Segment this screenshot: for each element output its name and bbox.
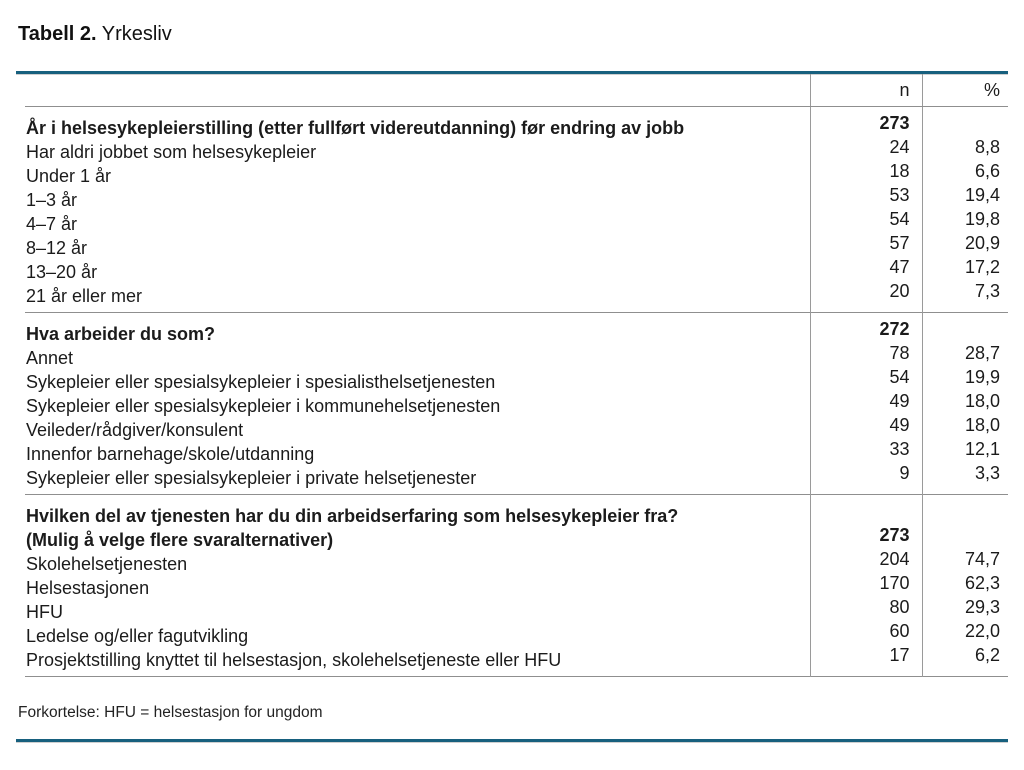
table-row [25,466,1008,495]
row-n: 57 [810,236,922,260]
section-header-label: År i helsesykepleierstilling (etter fullført videreutdanning) før endring av jobb [26,117,685,138]
section-header-line1: Hvilken del av tjenesten har du din arbeidserfaring som helsesykepleier fra? [26,505,679,526]
row-pct: 18,0 [922,418,1008,442]
column-header-pct: % [922,74,1008,106]
abbreviation-footnote: Forkortelse: HFU = helsestasjon for ungdom [18,703,323,721]
section-header-label: Hva arbeider du som? [26,323,216,344]
table-row [25,140,1008,164]
row-pct: 19,4 [922,188,1008,212]
table-row [25,164,1008,188]
table-row [25,284,1008,313]
row-label: Annet [26,347,74,368]
table-row [25,212,1008,236]
row-n: 17 [810,648,922,677]
table-title [0,0,1024,45]
row-label: 21 år eller mer [26,285,143,306]
row-label: 4–7 år [26,213,78,234]
row-n: 78 [810,346,922,370]
row-n: 33 [810,442,922,466]
row-label: 13–20 år [26,261,98,282]
section-n-value: 273 [810,106,922,140]
table-row [25,188,1008,212]
row-pct: 22,0 [922,624,1008,648]
row-label: Innenfor barnehage/skole/utdanning [26,443,315,464]
row-n: 53 [810,188,922,212]
row-label: HFU [26,601,63,622]
row-pct: 18,0 [922,394,1008,418]
section-n-value: 272 [810,312,922,346]
row-n: 80 [810,600,922,624]
row-label: Har aldri jobbet som helsesykepleier [26,141,317,162]
table-title-text: Yrkesliv [101,23,172,45]
row-label: Sykepleier eller spesialsykepleier i kommunehelsetjenesten [26,395,501,416]
row-pct: 12,1 [922,442,1008,466]
row-n: 60 [810,624,922,648]
row-label: Prosjektstilling knyttet til helsestasjon, skolehelsetjeneste eller HFU [26,649,562,670]
row-label: Sykepleier eller spesialsykepleier i private helsetjenester [26,467,477,488]
table-row [25,370,1008,394]
column-header-row [25,74,1008,106]
row-pct: 19,8 [922,212,1008,236]
row-label: Sykepleier eller spesialsykepleier i spesialisthelsetjenesten [26,371,496,392]
table-row [25,600,1008,624]
row-label: Helsestasjonen [26,577,150,598]
row-pct: 8,8 [922,140,1008,164]
section-years [25,106,1008,312]
row-pct: 6,2 [922,648,1008,677]
table-row [25,346,1008,370]
row-label: Veileder/rådgiver/konsulent [26,419,244,440]
table-row [25,418,1008,442]
row-n: 18 [810,164,922,188]
table-head [25,74,1008,106]
section-header-label [25,494,810,552]
row-pct: 28,7 [922,346,1008,370]
row-pct: 6,6 [922,164,1008,188]
table-row [25,552,1008,576]
row-n: 204 [810,552,922,576]
row-n: 49 [810,418,922,442]
row-pct: 29,3 [922,600,1008,624]
row-pct: 7,3 [922,284,1008,313]
section-n-value: 273 [810,494,922,552]
row-n: 20 [810,284,922,313]
row-n: 9 [810,466,922,495]
column-header-empty [25,74,810,106]
row-n: 170 [810,576,922,600]
table-row [25,624,1008,648]
row-pct: 3,3 [922,466,1008,495]
row-pct: 62,3 [922,576,1008,600]
section-experience-area [25,494,1008,676]
table-row [25,576,1008,600]
section-header-row [25,312,1008,346]
row-n: 54 [810,370,922,394]
table-row [25,260,1008,284]
table-title-number: Tabell 2. [18,23,97,45]
section-header-row [25,106,1008,140]
table-row [25,394,1008,418]
column-header-n: n [810,74,922,106]
row-label: 8–12 år [26,237,88,258]
row-pct: 74,7 [922,552,1008,576]
row-n: 54 [810,212,922,236]
row-pct: 19,9 [922,370,1008,394]
row-label: Skolehelsetjenesten [26,553,188,574]
row-n: 49 [810,394,922,418]
section-current-work [25,312,1008,494]
row-pct: 17,2 [922,260,1008,284]
row-label: Under 1 år [26,165,112,186]
row-n: 24 [810,140,922,164]
row-pct: 20,9 [922,236,1008,260]
section-header-row [25,494,1008,552]
row-label: Ledelse og/eller fagutvikling [26,625,249,646]
table-row [25,236,1008,260]
row-n: 47 [810,260,922,284]
table-row [25,442,1008,466]
results-table [25,74,1008,677]
row-label: 1–3 år [26,189,78,210]
bottom-rule [16,739,1008,742]
table-row [25,648,1008,677]
section-header-line2: (Mulig å velge flere svaralternativer) [26,529,334,550]
section-pct-value [922,494,1008,552]
